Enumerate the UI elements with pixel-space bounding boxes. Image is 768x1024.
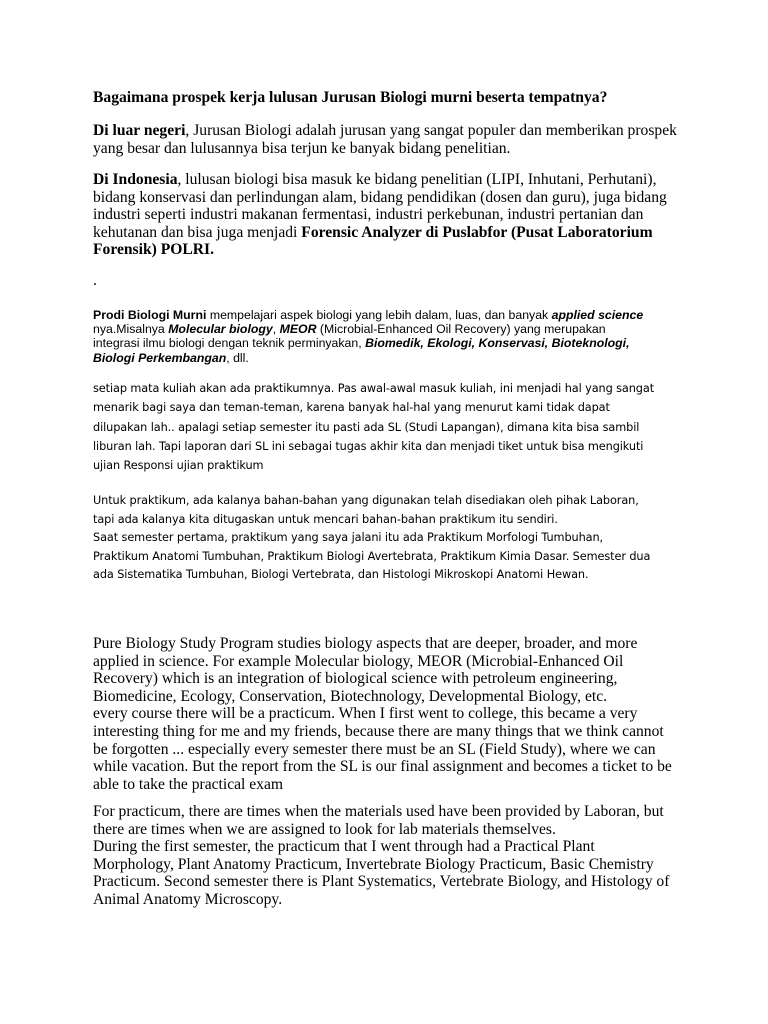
paragraph-untuk-praktikum: Untuk praktikum, ada kalanya bahan-bahan yang digunakan telah disediakan oleh pihak Laboran, tapi ada kalanya kita ditugaskan untuk mencari bahan-bahan praktikum itu sendiri. Saat semester pertama, praktikum yang saya jalani itu ada Praktikum Morfologi Tumbuhan, Praktikum Anatomi Tumbuhan, Praktikum Biologi Avertebrata, Praktikum Kimia Dasar. Semester dua ada Sistematika Tumbuhan, Biologi Vertebrata, dan Histologi Mikroskopi Anatomi Hewan.: [93, 494, 651, 582]
paragraph-pure-biology-english: Pure Biology Study Program studies biology aspects that are deeper, broader, and more applied in science. For example Molecular biology, MEOR (Microbial-Enhanced Oil Recovery) which is an integration of biological science with petroleum engineering, Biomedicine, Ecology, Conservation, Biotechnology, Developmental Biology, etc. every course there will be a practicum. When I first went to college, this became a very interesting thing for me and my friends, because there are many things that we think cannot be forgotten ... especially every semester there must be an SL (Field Study), where we can while vacation. But the report from the SL is our final assignment and becomes a ticket to be able to take the practical exam: [93, 635, 672, 793]
separator-dot: .: [93, 272, 97, 289]
question-heading: Bagaimana prospek kerja lulusan Jurusan Biologi murni beserta tempatnya?: [93, 89, 608, 106]
label-luar-negeri: Di luar negeri: [93, 122, 186, 139]
paragraph-setiap-mata-kuliah: setiap mata kuliah akan ada praktikumnya. Pas awal-awal masuk kuliah, ini menjadi hal yang sangat menarik bagi saya dan teman-teman, karena banyak hal-hal yang menurut kami tidak dapat dilupakan lah.. apalagi setiap semester itu pasti ada SL (Studi Lapangan), dimana kita bisa sambil liburan lah. Tapi laporan dari SL ini sebagai tugas akhir kita dan menjadi tiket untuk bisa mengikuti ujian Responsi ujian praktikum: [93, 382, 655, 473]
label-indonesia: Di Indonesia: [93, 171, 178, 188]
paragraph-luar-negeri: Di luar negeri, Jurusan Biologi adalah jurusan yang sangat populer dan memberikan prospek yang besar dan lulusannya bisa terjun ke banyak bidang penelitian.: [93, 122, 677, 157]
paragraph-prodi-biologi: Prodi Biologi Murni mempelajari aspek biologi yang lebih dalam, luas, dan banyak applied science nya.Misalnya Molecular biology, MEOR (Microbial-Enhanced Oil Recovery) yang merupakan integrasi ilmu biologi dengan teknik perminyakan, Biomedik, Ekologi, Konservasi, Bioteknologi, Biologi Perkembangan, dll.: [93, 308, 644, 365]
paragraph-for-practicum-english: For practicum, there are times when the materials used have been provided by Laboran, but there are times when we are assigned to look for lab materials themselves. During the first semester, the practicum that I went through had a Practical Plant Morphology, Plant Anatomy Practicum, Invertebrate Biology Practicum, Basic Chemistry Practicum. Second semester there is Plant Systematics, Vertebrate Biology, and Histology of Animal Anatomy Microscopy.: [93, 803, 670, 908]
paragraph-indonesia: Di Indonesia, lulusan biologi bisa masuk ke bidang penelitian (LIPI, Inhutani, Perhutani), bidang konservasi dan perlindungan alam, bidang pendidikan (dosen dan guru), juga bidang industri seperti industri makanan fermentasi, industri perkebunan, industri pertanian dan kehutanan dan bisa juga menjadi Forensic Analyzer di Puslabfor (Pusat Laboratorium Forensik) POLRI.: [93, 171, 667, 259]
